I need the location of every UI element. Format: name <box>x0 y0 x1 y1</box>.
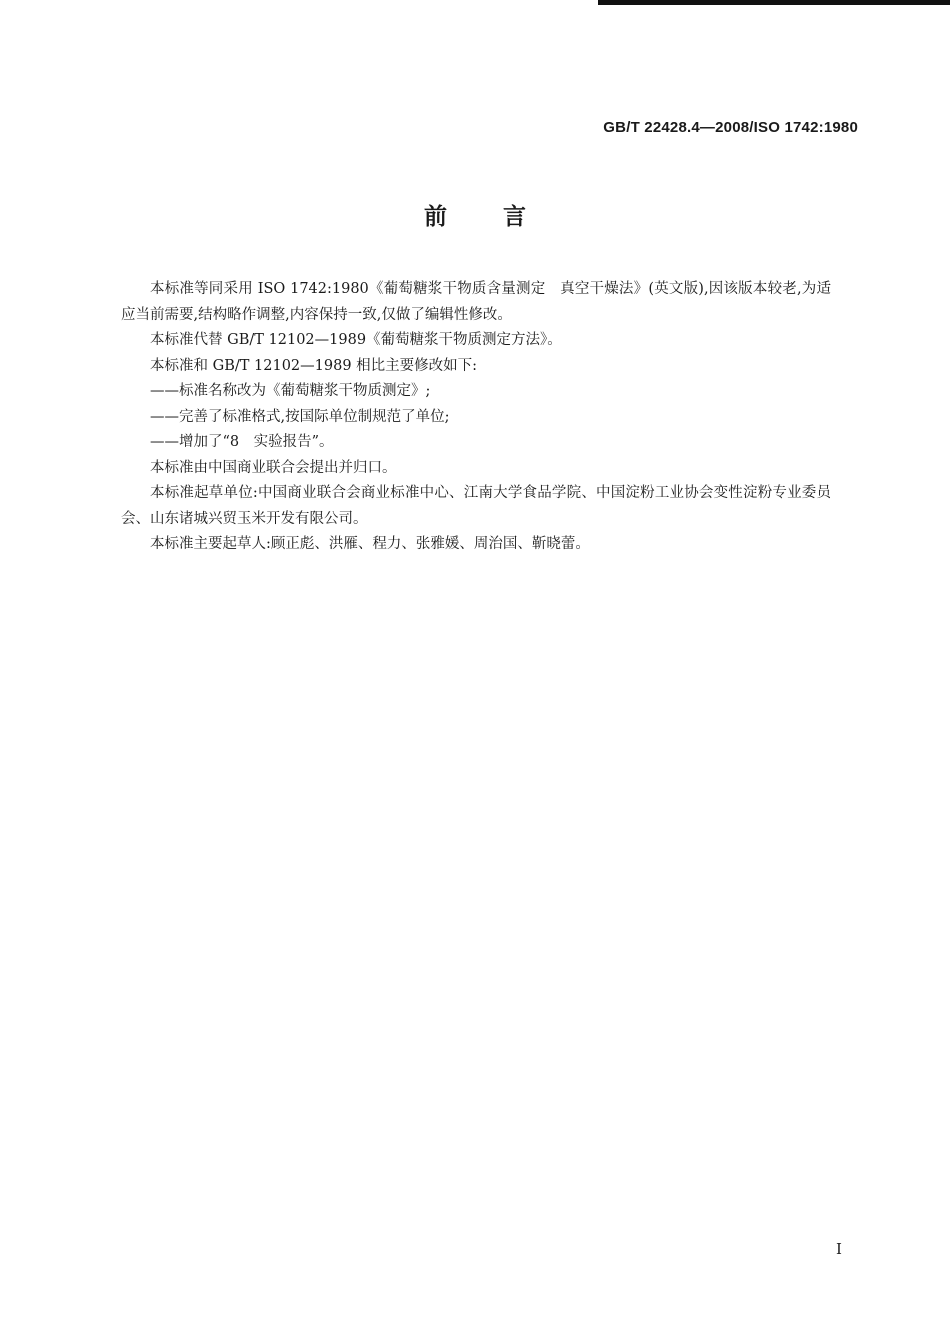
paragraph-adoption: 本标准等同采用 ISO 1742:1980《葡萄糖浆干物质含量测定 真空干燥法》(英文版),因该版本较老,为适应当前需要,结构略作调整,内容保持一致,仅做了编辑性修改。 <box>121 281 831 323</box>
paragraph-replaces: 本标准代替 GB/T 12102—1989《葡萄糖浆干物质测定方法》。 <box>150 332 562 348</box>
standard-code: GB/T 22428.4—2008/ISO 1742:1980 <box>603 119 858 136</box>
page-title: 前言 <box>424 204 582 230</box>
paragraph-changes-intro: 本标准和 GB/T 12102—1989 相比主要修改如下: <box>150 357 478 374</box>
foreword-body <box>121 277 831 558</box>
list-item-change-name: ——标准名称改为《葡萄糖浆干物质测定》; <box>150 383 431 399</box>
list-item-change-format: ——完善了标准格式,按国际单位制规范了单位; <box>150 408 450 425</box>
paragraph-proposed-by: 本标准由中国商业联合会提出并归口。 <box>150 459 397 476</box>
list-item-change-report: ——增加了“8 实验报告”。 <box>150 434 334 450</box>
paragraph-drafting-units: 本标准起草单位:中国商业联合会商业标准中心、江南大学食品学院、中国淀粉工业协会变性淀粉专业委员会、山东诸城兴贸玉米开发有限公司。 <box>121 485 831 527</box>
paragraph-drafters: 本标准主要起草人:顾正彪、洪雁、程力、张雅媛、周治国、靳晓蕾。 <box>150 536 590 552</box>
page-number: I <box>836 1240 842 1258</box>
scan-edge-bar <box>598 0 950 5</box>
